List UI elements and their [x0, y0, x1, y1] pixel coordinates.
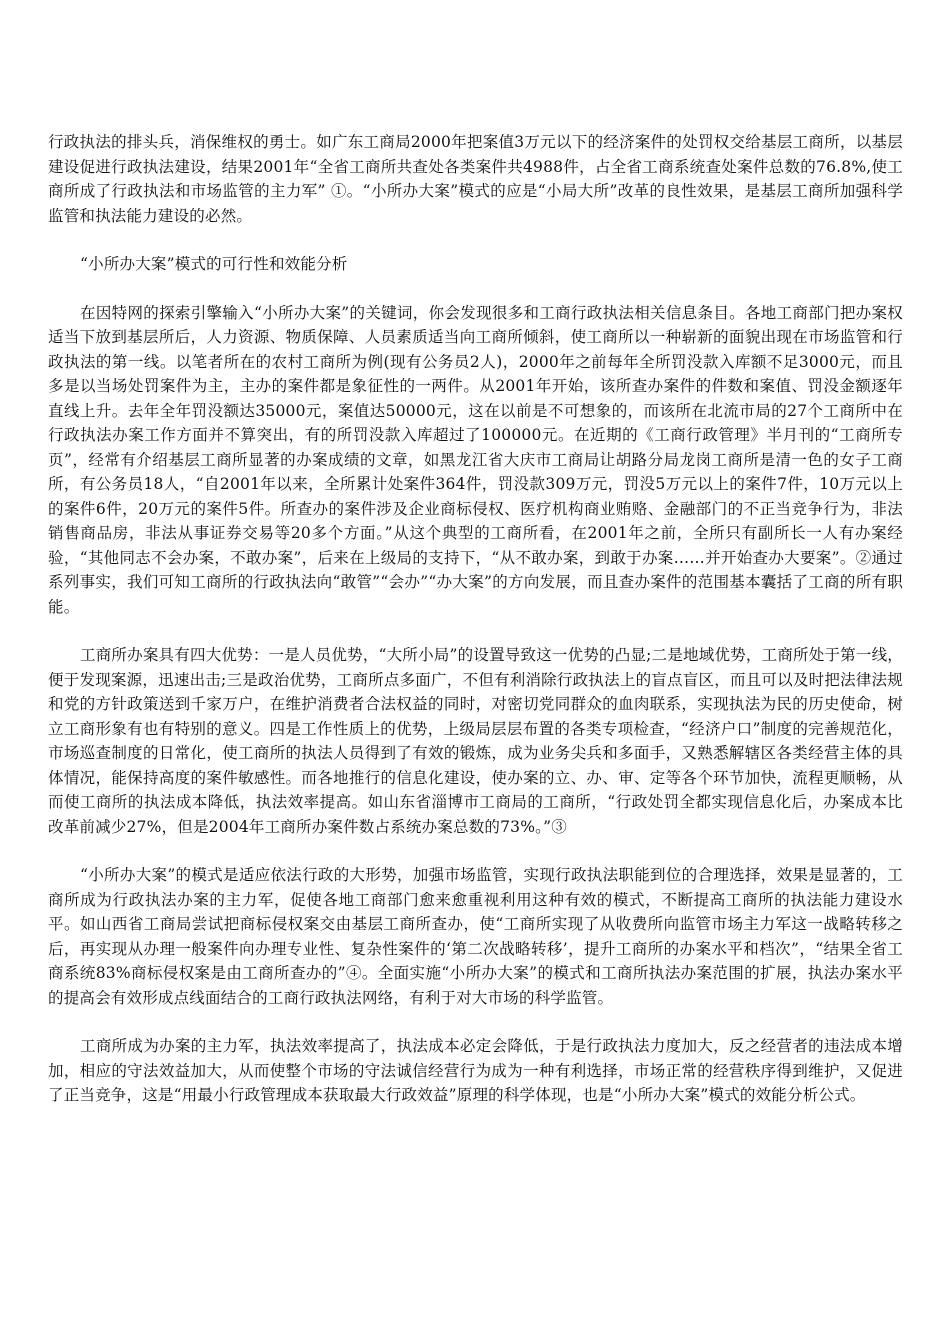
section-heading: “小所办大案”模式的可行性和效能分析	[80, 255, 348, 273]
paragraph-continuation: 行政执法的排头兵，消保维权的勇士。如广东工商局2000年把案值3万元以下的经济案件的处罚权交给基层工商所，以基层建设促进行政执法建设，结果2001年“全省工商所共查处各类案件共4988件，占全省工商系统查处案件总数的76.8%,使工商所成了行政执法和市场监管的主力军” ①。“小所办大案”模式的应是“小局大所”改革的良性效果，是基层工商所加强科学监管和执法能力建设的必然。	[48, 133, 903, 225]
paragraph-four-advantages: 工商所办案具有四大优势：一是人员优势，“大所小局”的设置导致这一优势的凸显;二是地域优势，工商所处于第一线，便于发现案源，迅速出击;三是政治优势，工商所点多面广，不但有利消除行政执法上的盲点盲区，而且可以及时把法律法规和党的方针政策送到千家万户，在维护消费者合法权益的同时，对密切党同群众的血肉联系，实现执法为民的历史使命，树立工商形象有也有特别的意义。四是工作性质上的优势，上级局层层布置的各类专项检查，“经济户口”制度的完善规范化，市场巡查制度的日常化，使工商所的执法人员得到了有效的锻炼，成为业务尖兵和多面手，又熟悉解辖区各类经营主体的具体情况，能保持高度的案件敏感性。而各地推行的信息化建设，使办案的立、办、审、定等各个环节加快，流程更顺畅，从而使工商所的执法成本降低，执法效率提高。如山东省淄博市工商局的工商所，“行政处罚全都实现信息化后，办案成本比改革前减少27%，但是2004年工商所办案件数占系统办案总数的73%。”③	[48, 646, 903, 836]
paragraph-efficiency-formula: 工商所成为办案的主力军，执法效率提高了，执法成本必定会降低，于是行政执法力度加大，反之经营者的违法成本增加，相应的守法效益加大，从而使整个市场的守法诚信经营行为成为一种有利选择，市场正常的经营秩序得到维护，又促进了正当竞争，这是“用最小行政管理成本获取最大行政效益”原理的科学体现，也是“小所办大案”模式的效能分析公式。	[48, 1037, 903, 1104]
document-body	[48, 130, 903, 1132]
paragraph-model-effect: “小所办大案”的模式是适应依法行政的大形势，加强市场监管，实现行政执法职能到位的合理选择，效果是显著的，工商所成为行政执法办案的主力军，促使各地工商部门愈来愈重视利用这种有效的模式，不断提高工商所的执法能力建设水平。如山西省工商局尝试把商标侵权案交由基层工商所查办，使“工商所实现了从收费所向监管市场主力军这一战略转移之后，再实现从办理一般案件向办理专业性、复杂性案件的‘第二次战略转移’，提升工商所的办案水平和档次”，“结果全省工商系统83%商标侵权案是由工商所查办的”④。全面实施“小所办大案”的模式和工商所执法办案范围的扩展，执法办案水平的提高会有效形成点线面结合的工商行政执法网络，有利于对大市场的科学监管。	[48, 866, 903, 1007]
paragraph-internet-search: 在因特网的探索引擎输入“小所办大案”的关键词，你会发现很多和工商行政执法相关信息条目。各地工商部门把办案权适当下放到基层所后，人力资源、物质保障、人员素质适当向工商所倾斜，使工商所以一种崭新的面貌出现在市场监管和行政执法的第一线。以笔者所在的农村工商所为例(现有公务员2人)，2000年之前每年全所罚没款入库额不足3000元，而且多是以当场处罚案件为主，主办的案件都是象征性的一两件。从2001年开始，该所查办案件的件数和案值、罚没金额逐年直线上升。去年全年罚没额达35000元，案值达50000元，这在以前是不可想象的，而该所在北流市局的27个工商所中在行政执法办案工作方面并不算突出，有的所罚没款入库超过了100000元。在近期的《工商行政管理》半月刊的“工商所专页”，经常有介绍基层工商所显著的办案成绩的文章，如黑龙江省大庆市工商局让胡路分局龙岗工商所是清一色的女子工商所，有公务员18人，“自2001年以来，全所累计处案件364件，罚没款309万元，罚没5万元以上的案件7件，10万元以上的案件6件，20万元的案件5件。所查办的案件涉及企业商标侵权、医疗机构商业贿赂、金融部门的不正当竞争行为，非法销售商品房，非法从事证券交易等20多个方面。”从这个典型的工商所看，在2001年之前，全所只有副所长一人有办案经验，“其他同志不会办案，不敢办案”，后来在上级局的支持下，“从不敢办案，到敢于办案……并开始查办大要案”。②通过系列事实，我们可知工商所的行政执法向“敢管”“会办”“办大案”的方向发展，而且查办案件的范围基本囊括了工商的所有职能。	[48, 303, 903, 616]
